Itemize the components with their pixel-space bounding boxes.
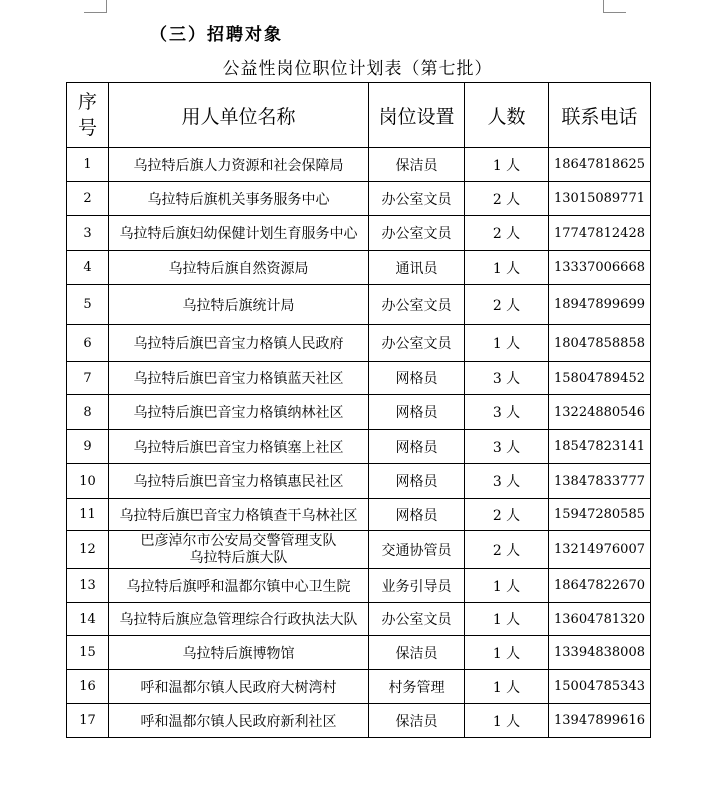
table-row — [67, 251, 651, 285]
row-post: 网格员 — [369, 362, 465, 395]
table-row — [67, 182, 651, 216]
recruitment-table — [66, 82, 651, 738]
row-unit: 乌拉特后旗人力资源和社会保障局 — [109, 148, 369, 182]
row-phone: 18647818625 — [549, 148, 651, 182]
table-row — [67, 499, 651, 531]
table-row — [67, 603, 651, 636]
row-post: 网格员 — [369, 395, 465, 430]
row-post: 办公室文员 — [369, 216, 465, 251]
row-number: 10 — [67, 464, 109, 499]
row-unit-line: 乌拉特后旗大队 — [189, 549, 288, 566]
table-row — [67, 531, 651, 569]
row-phone: 13394838008 — [549, 636, 651, 670]
row-unit: 乌拉特后旗机关事务服务中心 — [109, 182, 369, 216]
row-unit: 乌拉特后旗巴音宝力格镇塞上社区 — [109, 430, 369, 464]
row-number: 2 — [67, 182, 109, 216]
table-row — [67, 464, 651, 499]
row-phone: 13947899616 — [549, 704, 651, 738]
row-post: 网格员 — [369, 464, 465, 499]
row-phone: 13214976007 — [549, 531, 651, 569]
page-corner-mark-right — [603, 0, 626, 13]
row-phone: 13224880546 — [549, 395, 651, 430]
row-number: 12 — [67, 531, 109, 569]
row-unit: 乌拉特后旗自然资源局 — [109, 251, 369, 285]
row-count: 1 人 — [465, 704, 549, 738]
row-phone: 13604781320 — [549, 603, 651, 636]
table-row — [67, 670, 651, 704]
row-number: 8 — [67, 395, 109, 430]
row-count: 2 人 — [465, 216, 549, 251]
table-row — [67, 704, 651, 738]
row-count: 1 人 — [465, 325, 549, 362]
row-count: 3 人 — [465, 430, 549, 464]
row-number: 5 — [67, 285, 109, 325]
row-phone: 13847833777 — [549, 464, 651, 499]
row-unit: 呼和温都尔镇人民政府新利社区 — [109, 704, 369, 738]
header-post: 岗位设置 — [369, 83, 465, 148]
table-row — [67, 285, 651, 325]
row-phone: 18947899699 — [549, 285, 651, 325]
table-row — [67, 325, 651, 362]
row-post: 通讯员 — [369, 251, 465, 285]
row-count: 1 人 — [465, 670, 549, 704]
row-post: 业务引导员 — [369, 569, 465, 603]
row-count: 1 人 — [465, 148, 549, 182]
row-count: 2 人 — [465, 182, 549, 216]
row-post: 网格员 — [369, 499, 465, 531]
row-post: 保洁员 — [369, 704, 465, 738]
row-post: 交通协管员 — [369, 531, 465, 569]
row-phone: 15804789452 — [549, 362, 651, 395]
row-number: 6 — [67, 325, 109, 362]
row-phone: 18647822670 — [549, 569, 651, 603]
row-post: 保洁员 — [369, 148, 465, 182]
header-unit: 用人单位名称 — [109, 83, 369, 148]
header-count: 人数 — [465, 83, 549, 148]
row-unit: 乌拉特后旗妇幼保健计划生育服务中心 — [109, 216, 369, 251]
page-corner-mark-left — [84, 0, 107, 13]
row-unit: 乌拉特后旗博物馆 — [109, 636, 369, 670]
table-row — [67, 148, 651, 182]
row-unit: 乌拉特后旗巴音宝力格镇人民政府 — [109, 325, 369, 362]
row-phone: 18047858858 — [549, 325, 651, 362]
row-post: 村务管理 — [369, 670, 465, 704]
section-heading: （三）招聘对象 — [150, 25, 283, 45]
row-number: 9 — [67, 430, 109, 464]
row-post: 保洁员 — [369, 636, 465, 670]
header-seq: 序号 — [67, 83, 109, 148]
table-row — [67, 569, 651, 603]
row-count: 2 人 — [465, 499, 549, 531]
row-unit: 呼和温都尔镇人民政府大树湾村 — [109, 670, 369, 704]
header-phone: 联系电话 — [549, 83, 651, 148]
row-phone: 15947280585 — [549, 499, 651, 531]
table-header-row — [67, 83, 651, 148]
row-phone: 13337006668 — [549, 251, 651, 285]
row-post: 办公室文员 — [369, 603, 465, 636]
row-count: 3 人 — [465, 362, 549, 395]
row-count: 2 人 — [465, 531, 549, 569]
row-unit: 乌拉特后旗呼和温都尔镇中心卫生院 — [109, 569, 369, 603]
row-unit: 乌拉特后旗应急管理综合行政执法大队 — [109, 603, 369, 636]
row-phone: 15004785343 — [549, 670, 651, 704]
row-post: 办公室文员 — [369, 182, 465, 216]
table-row — [67, 362, 651, 395]
row-post: 网格员 — [369, 430, 465, 464]
row-number: 17 — [67, 704, 109, 738]
row-unit — [109, 531, 369, 569]
row-count: 2 人 — [465, 285, 549, 325]
row-count: 3 人 — [465, 464, 549, 499]
row-number: 16 — [67, 670, 109, 704]
row-number: 13 — [67, 569, 109, 603]
row-phone: 13015089771 — [549, 182, 651, 216]
row-count: 1 人 — [465, 569, 549, 603]
row-number: 7 — [67, 362, 109, 395]
row-count: 1 人 — [465, 636, 549, 670]
row-count: 1 人 — [465, 603, 549, 636]
row-post: 办公室文员 — [369, 285, 465, 325]
row-count: 3 人 — [465, 395, 549, 430]
row-phone: 18547823141 — [549, 430, 651, 464]
row-number: 4 — [67, 251, 109, 285]
row-number: 14 — [67, 603, 109, 636]
row-number: 11 — [67, 499, 109, 531]
row-number: 3 — [67, 216, 109, 251]
row-unit: 乌拉特后旗巴音宝力格镇惠民社区 — [109, 464, 369, 499]
row-unit: 乌拉特后旗统计局 — [109, 285, 369, 325]
table-row — [67, 430, 651, 464]
row-unit: 乌拉特后旗巴音宝力格镇蓝天社区 — [109, 362, 369, 395]
table-row — [67, 216, 651, 251]
row-number: 1 — [67, 148, 109, 182]
row-post: 办公室文员 — [369, 325, 465, 362]
row-count: 1 人 — [465, 251, 549, 285]
row-unit: 乌拉特后旗巴音宝力格镇纳林社区 — [109, 395, 369, 430]
row-unit-line: 巴彦淖尔市公安局交警管理支队 — [140, 532, 337, 549]
row-number: 15 — [67, 636, 109, 670]
table-row — [67, 636, 651, 670]
table-title: 公益性岗位职位计划表（第七批） — [222, 59, 493, 79]
row-phone: 17747812428 — [549, 216, 651, 251]
row-unit: 乌拉特后旗巴音宝力格镇查干乌林社区 — [109, 499, 369, 531]
table-row — [67, 395, 651, 430]
